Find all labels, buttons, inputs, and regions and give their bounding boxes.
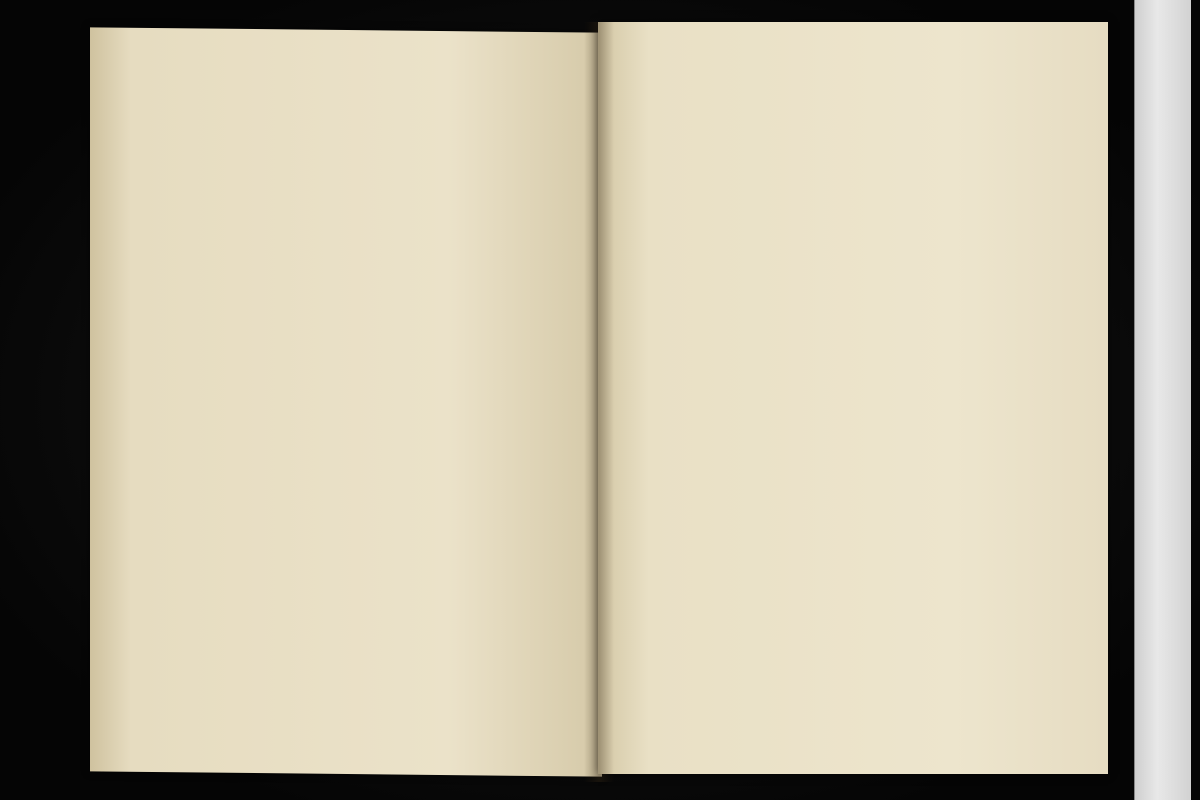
text-line	[240, 355, 555, 358]
act-subtitle-line-1	[240, 305, 540, 308]
book-gutter	[584, 22, 614, 782]
left-page-text-bottom	[240, 355, 555, 358]
act-subtitle	[240, 305, 540, 308]
left-page-text-top	[234, 129, 554, 132]
open-book	[78, 22, 1120, 780]
act-subtitle-line-2	[240, 305, 540, 308]
act-title	[240, 281, 540, 284]
right-page	[598, 22, 1108, 774]
left-page	[90, 27, 602, 776]
measurement-ruler	[1134, 0, 1191, 800]
